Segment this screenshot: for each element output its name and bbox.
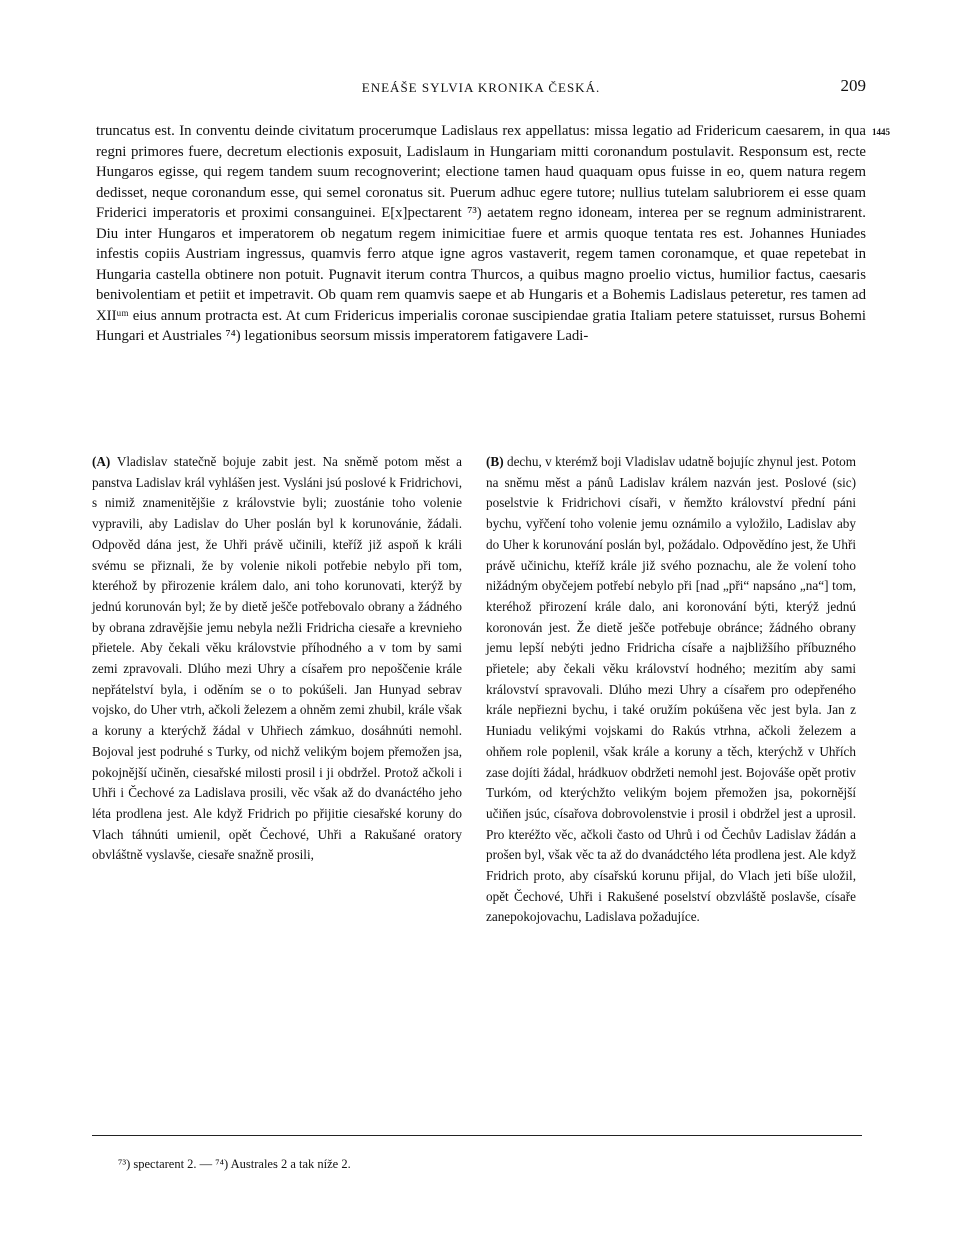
czech-column-b bbox=[486, 452, 856, 928]
column-b-marker: (B) bbox=[486, 454, 507, 469]
column-a-text: Vladislav statečně bojuje zabit jest. Na sněmě potom měst a panstva Ladislav král vyhlášen jest. Vysláni jsú poslové k Fridrichovi, s nimiž znamenitějšie z královstvie byli; zuostánie toho volenie vypravili, aby Ladislav do Uher poslán byl k korunovánie, žádali. Odpověd dána jest, že Uhři právě učinili, kteříž již aspoň k králi svému se přiznali, že by volenie nikoli potřebie nebylo při tom, kteréhož by přirozenie králem dalo, ani toho korunovati, kterýž by jednú korunován byl; že by dietě ješče potřebovalo obrany a žádného by obrana zdravějšie jemu nebyla nežli Fridricha ciesaře a krevnieho přietele. Aby čekali věku královstvie příhodného a v tom by sami zemi zpravovali. Dlúho mezi Uhry a císařem pro nepoščenie krále nepřátelství byla, i oděním se o to pokúšeli. Jan Hunyad sebrav vojsko, do Uher vtrh, ačkoli železem a ohněm zemi zhubil, krále však a koruny a kterýchž žádal v Uhřiech zámkuo, dosáhnúti nemohl. Bojoval jest podruhé s Turky, od nichž velikým bojem přemožen jsa, pokojnější učiněn, ciesařské milosti prosil i ji obdržel. Protož ačkoli i Uhři i Čechové za Ladislava prosili, věc však až do dvanáctého jeho léta prodlena jest. Ale když Fridrich po přijitie ciesařské koruny do Vlach táhnúti umienil, opět Čechové, Uhři a Rakušané oratory obvláštně vyslavše, ciesaře snažně prosili, bbox=[92, 454, 462, 863]
footnote-divider bbox=[92, 1135, 862, 1136]
margin-year-note: 1445 bbox=[872, 127, 890, 137]
czech-column-a bbox=[92, 452, 462, 866]
latin-text-block: truncatus est. In conventu deinde civitatum procerumque Ladislaus rex appellatus: missa legatio ad Fridericum caesarem, in qua regni primores fuere, decretum electionis exposuit, Ladislaum in Hungariam mitti coronandum postulavit. Responsum est, recte Hungaros egisse, qui regem tandem suum recognoverint; electione tamen haud quaquam opus fuisse in eo, quem natura regem dedisset, neque coronandum esse, qui semel coronatus sit. Puerum adhuc egere tutore; nullius tutelam salubriorem ei esse quam Friderici imperatoris et proximi consanguinei. E[x]pectarent ⁷³) aetatem regno idoneam, interea per se regnum administrarent. Diu inter Hungaros et imperatorem ob negatum regem inimicitiae fuere et armis quoque tentata res est. Johannes Huniades infestis copiis Austriam ingressus, quamvis ferro atque igne agros vastaverit, regem tamen coronamque, et quae repetebat in Hungaria castella obtinere non potuit. Pugnavit iterum contra Thurcos, a quibus magno proelio victus, humilior factus, caesaris benivolentiam et petiit et impetravit. Ob quam rem quamvis saepe et ab Hungaris et a Bohemis Ladislaus peteretur, res tamen ad XIIᵘᵐ eius annum protracta est. At cum Fridericus imperialis coronae suscipiendae gratia Italiam petere statuisset, rursus Bohemi Hungari et Austriales ⁷⁴) legationibus seorsum missis imperatorem fatigavere Ladi- bbox=[96, 123, 866, 344]
footnote: ⁷³) spectarent 2. — ⁷⁴) Australes 2 a tak níže 2. bbox=[118, 1157, 351, 1171]
page-header bbox=[96, 76, 866, 100]
page-number: 209 bbox=[840, 76, 866, 95]
column-b-text: dechu, v kterémž boji Vladislav udatně bojujíc zhynul jest. Potom na sněmu měst a pánů Ladislav králem nazván jest. Poslové (sic) poselstvie k Fridrichovi císaři, v ňemžto království přední páni bychu, vyřčení toho volenie jemu oznámilo a vyložilo, Ladislav aby do Uher k korunování poslán byl, požádalo. Odpovědíno jest, že Uhři právě učinichu, kteříž krále již svého poznachu, ale že volení toho nižádným obyčejem potřebí nebylo při [nad „při“ napsáno „na“] tom, kteréhož přirození krále dalo, ani koronování býti, kterýž jednú koronován jest. Že dietě ješče potřebuje obránce; žádného obrany jemu lepší nebýti jedno Fridricha císaře a najbližšího příbuzného přietele; aby čekali věku království hodného; mezitím aby sami království spravovali. Dlúho mezi Uhry a císařem pro odepřeného krále nepřiezni bychu, i také oružím pokúšena věc jest byla. Jan z Huniadu velikými vojskami do Rakús vtrhna, ačkoli železem a ohňem role poplenil, však krále a koruny a těch, kterýchž v Uhřích zase dojíti žádal, hrádkuov obdržeti nemohl jest. Bojováše opět protiv Turkóm, od kterýchžto velikým bojem přemožen jsa, pokornější učiňen jsúc, císařova dobrovolenstvie i prosil i obdržel jest a uprosil. Pro kteréžto věc, ačkoli často od Uhrů i od Čechův Ladislav žádán a prošen byl, však věc ta až do dvanádctého léta prodlena jest. Ale když Fridrich proto, aby císařskú korunu přijal, do Vlach jeti bíše uložil, opět Čechové, Uhři i Rakušené poselství obzvláště poslavše, císaře zanepokojovachu, Ladislava požadujíce. bbox=[486, 454, 856, 925]
running-title: ENEÁŠE SYLVIA KRONIKA ČESKÁ. bbox=[361, 80, 601, 95]
column-a-marker: (A) bbox=[92, 454, 117, 469]
